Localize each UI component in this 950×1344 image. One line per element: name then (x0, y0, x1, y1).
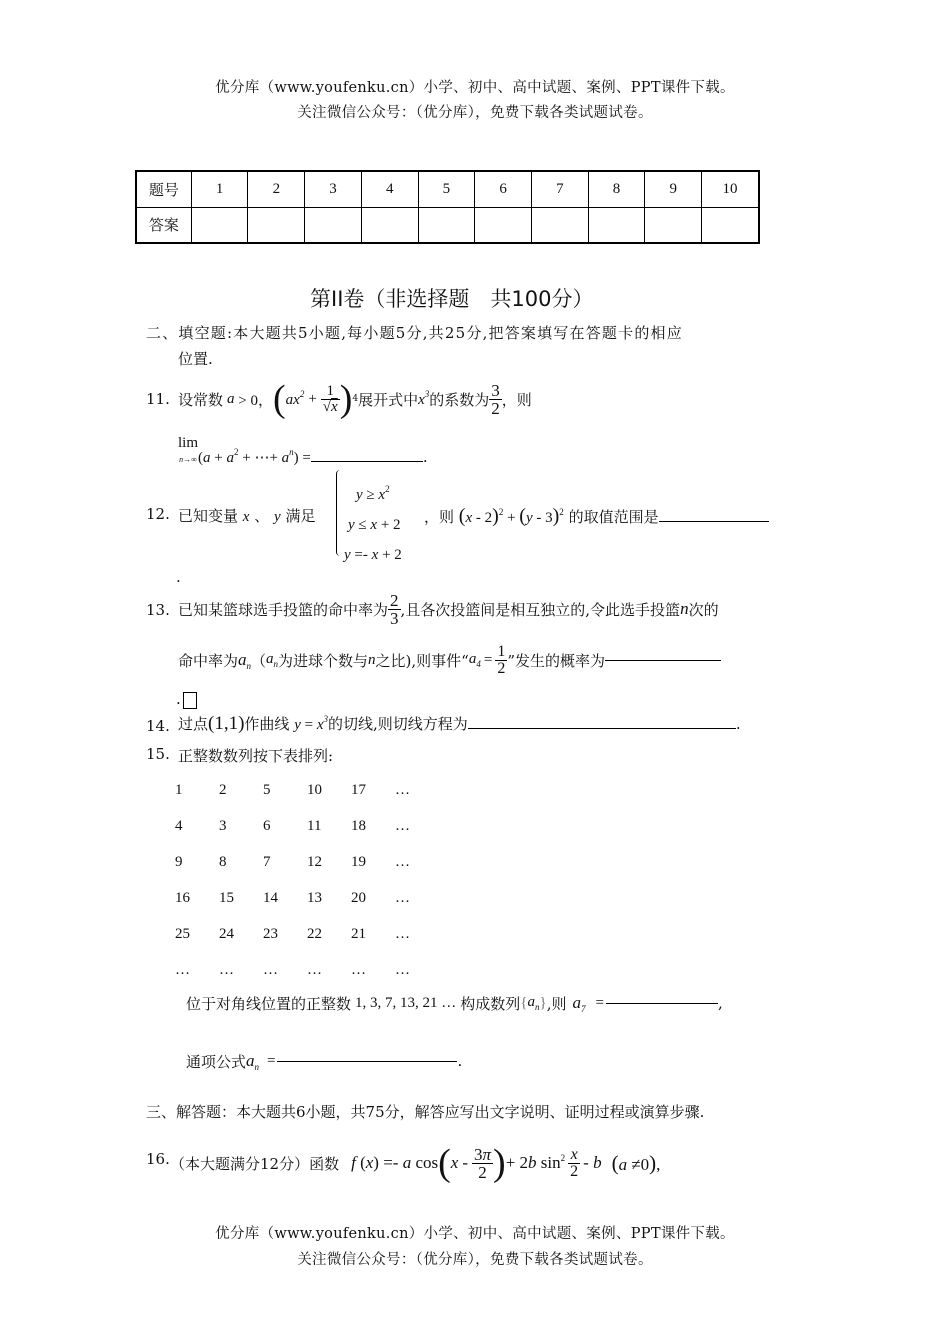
answer-table-cell: 9 (645, 171, 702, 207)
q11-paren-open: ( (272, 378, 286, 420)
q15-eq-2: = (267, 1052, 276, 1069)
q11-x3: $x^3$ (418, 389, 430, 408)
grid-cell: 4 (175, 817, 183, 834)
answer-cell[interactable] (191, 207, 248, 243)
grid-cell: … (307, 961, 322, 978)
grid-cell: 5 (263, 781, 271, 798)
q11-cond: a (227, 390, 235, 407)
q14-text2: 作曲线 (244, 715, 290, 733)
answer-cell[interactable] (475, 207, 532, 243)
q12-system: $y \ge x^2$ y ≤ x + 2 y =- x + 2 (344, 484, 402, 563)
q11-answer-blank[interactable] (311, 461, 423, 462)
q11-text3: 的系数为 (429, 390, 490, 409)
grid-cell: … (263, 961, 278, 978)
q14-curve: y (294, 717, 301, 733)
q15-line1c: ,则 (546, 994, 567, 1013)
grid-cell: 15 (219, 889, 234, 906)
q16-line (170, 1140, 660, 1186)
q12-text5: 的取值范围是 (568, 508, 659, 526)
q13-answer-blank[interactable] (605, 660, 721, 661)
q13-a4: $a_4$ (468, 651, 481, 669)
q15-line2-text: 通项公式 (186, 1052, 247, 1071)
q15-line2 (186, 1043, 462, 1079)
q15-number: 15. (146, 745, 170, 763)
grid-cell: 19 (351, 853, 366, 870)
q13-line2a: 命中率为 (178, 651, 239, 670)
answer-table-number-row (136, 171, 759, 207)
q12-number: 12. (146, 505, 170, 523)
q14-point: (1,1) (208, 713, 245, 734)
grid-row (174, 772, 438, 808)
q14-line (178, 713, 741, 735)
grid-cell: … (395, 853, 410, 870)
grid-cell: 16 (175, 889, 190, 906)
answer-table-cell: 4 (361, 171, 418, 207)
answer-cell[interactable] (248, 207, 305, 243)
answer-cell[interactable] (588, 207, 645, 243)
header-line-2: 关注微信公众号：（优分库），免费下载各类试题试卷。 (297, 105, 653, 121)
grid-row (174, 844, 438, 880)
grid-cell: 18 (351, 817, 366, 834)
answer-cell[interactable] (702, 207, 759, 243)
q11-number: 11. (146, 390, 170, 408)
footer-line-1: 优分库（www.youfenku.cn）小学、初中、高中试题、案例、PPT课件下载。 (215, 1226, 735, 1242)
q12-end: . (176, 568, 181, 586)
q15-brace-open: { (520, 994, 528, 1011)
number-grid (174, 772, 438, 988)
answer-table (135, 170, 760, 244)
footer-line-2: 关注微信公众号：（优分库），免费下载各类试题试卷。 (297, 1252, 653, 1268)
part2-intro-line2: 位置. (178, 350, 213, 368)
q16-cond: (a ≠0), (611, 1150, 661, 1175)
answer-cell[interactable] (305, 207, 362, 243)
q13-line2d: 之比),则事件“ (375, 651, 469, 670)
q11-lim: lim n→∞ (178, 435, 199, 464)
grid-cell: 13 (307, 889, 322, 906)
q13-line2c: 为进球个数与 (278, 651, 369, 670)
q12-text4: ，则 (424, 508, 455, 526)
grid-row (174, 952, 438, 988)
q16-x: x (450, 1153, 459, 1172)
q12-answer-blank[interactable] (659, 521, 769, 522)
q13-end: . (176, 690, 181, 708)
part3-intro: 三、解答题：本大题共6小题，共75分，解答应写出文字说明、证明过程或演算步骤. (146, 1103, 705, 1121)
grid-cell: 12 (307, 853, 322, 870)
answer-table-cell: 10 (702, 171, 759, 207)
answer-table-cell: 5 (418, 171, 475, 207)
q13-an: $a_n$ (238, 649, 252, 671)
q15-a7-blank[interactable] (606, 1003, 718, 1004)
q12-text1: 已知变量 (178, 507, 239, 525)
q11-text1: 设常数 (178, 390, 224, 409)
q15-an: $a_n$ (527, 994, 540, 1012)
q11-coef: $\frac{3}{2}$ (491, 380, 500, 418)
q15-line1b: 构成数列 (460, 994, 521, 1013)
grid-cell: 2 (219, 781, 227, 798)
q15-comma: , (717, 994, 723, 1012)
q11-exponent: 4 (352, 394, 359, 404)
q13-number: 13. (146, 601, 170, 619)
grid-cell: 3 (219, 817, 227, 834)
header-line-1: 优分库（www.youfenku.cn）小学、初中、高中试题、案例、PPT课件下载。 (215, 80, 735, 96)
q11-text2: 展开式中 (358, 390, 419, 409)
answer-table-row1-label: 题号 (136, 171, 191, 207)
q14-text3: 的切线,则切线方程为 (328, 715, 468, 733)
q15-eq: = (595, 994, 604, 1011)
q13-line1 (178, 586, 719, 632)
grid-cell: 22 (307, 925, 322, 942)
q15-an-blank[interactable] (277, 1061, 457, 1062)
answer-table-answer-row (136, 207, 759, 243)
grid-cell: 24 (219, 925, 234, 942)
q13-n-2: n (368, 651, 376, 668)
q11-plus: + (308, 390, 317, 407)
section-title: 第II卷（非选择题 共100分） (310, 287, 594, 311)
grid-cell: 11 (307, 817, 322, 834)
q11-paren-close: ) (339, 378, 353, 420)
grid-cell: … (395, 781, 410, 798)
q14-number: 14. (146, 717, 170, 735)
q12-line1 (178, 505, 316, 526)
q12-line1-tail (424, 505, 769, 528)
q12-text3: 满足 (285, 507, 316, 525)
q15-line1-text: 位于对角线位置的正整数 (186, 994, 352, 1013)
grid-cell: 14 (263, 889, 278, 906)
grid-cell: … (175, 961, 190, 978)
q15-brace-close: } (539, 994, 547, 1011)
q16-rest: + 2b $\sin^2$ (505, 1153, 566, 1172)
q14-curve-rhs: $x^3$ (316, 714, 329, 733)
q16-x2: $\frac{x}{2}$ (570, 1145, 579, 1180)
q13-text1: 已知某篮球选手投篮的命中率为 (178, 600, 389, 619)
q14-answer-blank[interactable] (468, 728, 736, 729)
answer-table-cell: 3 (305, 171, 362, 207)
answer-cell[interactable] (418, 207, 475, 243)
q12-x: x (242, 509, 250, 525)
q15-seq: 1, 3, 7, 13, 21 … (355, 994, 457, 1011)
answer-cell[interactable] (531, 207, 588, 243)
q16-paren-open: ( (438, 1142, 451, 1184)
part2-intro-line1: 二、填空题:本大题共5小题,每小题5分,共25分,把答案填写在答题卡的相应 (146, 324, 683, 342)
q11-line1 (178, 374, 532, 424)
grid-cell: 17 (351, 781, 366, 798)
q14-text1: 过点 (178, 715, 209, 733)
answer-table-cell: 7 (531, 171, 588, 207)
q16-minus: - (462, 1153, 469, 1172)
grid-cell: 7 (263, 853, 271, 870)
grid-row (174, 880, 438, 916)
q11-line2 (178, 436, 428, 467)
q15-line1 (186, 985, 723, 1021)
grid-cell: 9 (175, 853, 183, 870)
grid-cell: 1 (175, 781, 183, 798)
answer-cell[interactable] (645, 207, 702, 243)
q15-a7: $a_7$ (572, 992, 586, 1014)
q15-end: . (457, 1052, 463, 1070)
q13-text3: 次的 (688, 600, 719, 619)
q13-end-row (176, 690, 197, 709)
q12-brace (336, 470, 340, 556)
answer-table-cell: 6 (475, 171, 532, 207)
answer-cell[interactable] (361, 207, 418, 243)
q12-expr: (x - 2)$^2$ + (y - 3)$^2$ (458, 505, 564, 527)
answer-table-row2-label: 答案 (136, 207, 191, 243)
q16-text: （本大题满分12分）函数 (170, 1154, 340, 1173)
grid-cell: 23 (263, 925, 278, 942)
q12-y: y (274, 509, 281, 525)
q13-half: $\frac{1}{2}$ (497, 642, 506, 677)
q11-end: . (422, 448, 428, 466)
grid-cell: … (395, 889, 410, 906)
q16-fx: f (x) =- a cos (351, 1153, 439, 1172)
grid-cell: 25 (175, 925, 190, 942)
grid-cell: 8 (219, 853, 227, 870)
grid-cell: 20 (351, 889, 366, 906)
q11-text4: ，则 (501, 390, 532, 409)
q16-paren-close: ) (493, 1142, 506, 1184)
grid-cell: … (395, 817, 410, 834)
grid-row (174, 808, 438, 844)
q16-minus-b: - b (583, 1153, 602, 1172)
checkbox-icon (183, 692, 197, 709)
grid-cell: 6 (263, 817, 271, 834)
q13-line2e: ”发生的概率为 (507, 651, 605, 670)
q15-an-2: $a_n$ (246, 1050, 260, 1072)
grid-cell: 21 (351, 925, 366, 942)
answer-table-cell: 8 (588, 171, 645, 207)
answer-table-cell: 2 (248, 171, 305, 207)
q13-rate: $\frac{2}{3}$ (390, 590, 399, 628)
q13-line2b: （ (251, 651, 267, 670)
q12-text2: 、 (254, 507, 270, 525)
grid-cell: … (219, 961, 234, 978)
q13-eq: = (483, 651, 493, 668)
grid-cell: … (351, 961, 366, 978)
grid-cell: 10 (307, 781, 322, 798)
q11-term1: $ax^2$ (285, 389, 305, 408)
q13-an-2: $a_n$ (266, 651, 279, 669)
q13-n: n (680, 599, 689, 618)
q13-line2 (178, 636, 721, 684)
q14-curve-eq: = (300, 717, 317, 733)
grid-cell: … (395, 961, 410, 978)
grid-row (174, 916, 438, 952)
q15-text: 正整数数列按下表排列: (178, 747, 334, 765)
q11-fraction: $\frac{1}{√x}$ (322, 382, 338, 415)
q11-series: ($a + a^2$ + ⋯+ $a^n$) = (198, 447, 311, 466)
q16-3pi2: $\frac{3\pi}{2}$ (474, 1144, 492, 1182)
answer-table-cell: 1 (191, 171, 248, 207)
grid-cell: … (395, 925, 410, 942)
q14-end: . (735, 715, 741, 733)
q13-text2: ,且各次投篮间是相互独立的,令此选手投篮 (400, 600, 681, 619)
q16-number: 16. (146, 1150, 170, 1168)
q11-cond-rest: > 0， (234, 392, 273, 409)
